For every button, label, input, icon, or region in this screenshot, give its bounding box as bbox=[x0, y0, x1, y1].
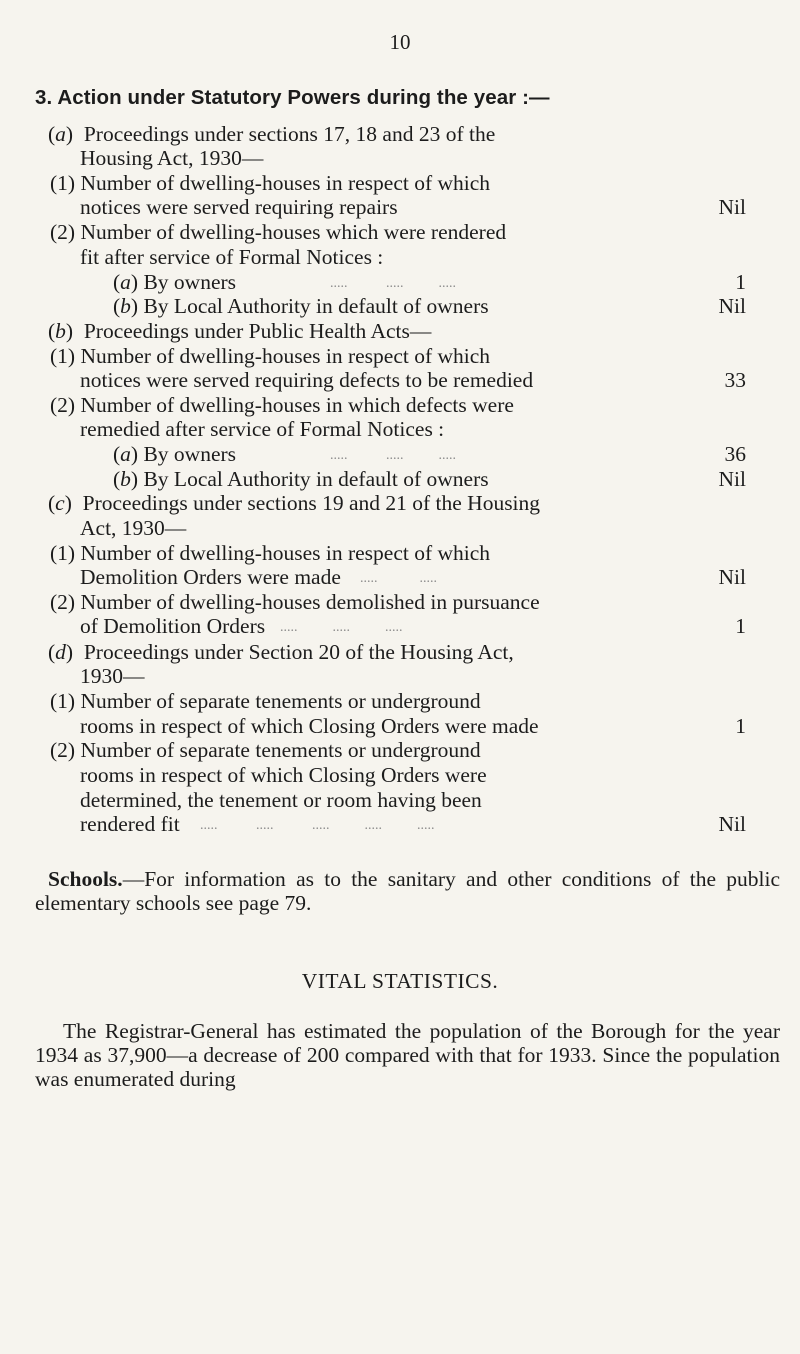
schools-text: —For information as to the sanitary and other conditions of the public elementary schools see page 79. bbox=[35, 867, 780, 915]
b-item1-line2: notices were served requiring defects to be remedied bbox=[80, 368, 534, 392]
a-sub-b-value: Nil bbox=[718, 294, 746, 318]
page-number: 10 bbox=[389, 30, 411, 54]
vital-statistics-paragraph: The Registrar-General has estimated the population of the Borough for the year 1934 as 37,900—a decrease of 200 compared with that for 1933. Since the population was enumerated during bbox=[35, 1019, 780, 1091]
a-sub-b-label: b bbox=[120, 294, 131, 318]
leader-dots: ..... ..... ..... bbox=[330, 276, 456, 291]
b-item2-line1: (2) Number of dwelling-houses in which defects were bbox=[50, 393, 514, 417]
c-item2-value: 1 bbox=[735, 614, 746, 638]
d-item1-line1: (1) Number of separate tenements or underground bbox=[50, 689, 481, 713]
b-item2-line2: remedied after service of Formal Notices : bbox=[80, 417, 445, 441]
b-sub-a-label: a bbox=[120, 442, 131, 466]
b-sub-b-label: b bbox=[120, 467, 131, 491]
schools-paragraph bbox=[35, 867, 780, 915]
c-item1-value: Nil bbox=[718, 565, 746, 589]
b-sub-b: (b) By Local Authority in default of owners bbox=[113, 467, 489, 491]
b-sub-a-text: By owners bbox=[143, 442, 237, 466]
subsection-d-title-line2: 1930— bbox=[80, 664, 145, 688]
d-item2-line2: rooms in respect of which Closing Orders were bbox=[80, 763, 487, 787]
subsection-d-letter: d bbox=[55, 640, 66, 664]
subsection-c-title-line1: Proceedings under sections 19 and 21 of the Housing bbox=[82, 491, 541, 515]
b-sub-a: (a) By owners bbox=[113, 442, 237, 466]
schools-lead: Schools. bbox=[48, 867, 123, 891]
a-sub-b-text: By Local Authority in default of owners bbox=[143, 294, 489, 318]
subsection-b-letter: b bbox=[55, 319, 66, 343]
subsection-a-letter: a bbox=[55, 122, 66, 146]
vital-statistics-heading: VITAL STATISTICS. bbox=[301, 969, 499, 993]
d-item1-line2: rooms in respect of which Closing Orders were made bbox=[80, 714, 539, 738]
subsection-c-title: (c) Proceedings under sections 19 and 21 of the Housing bbox=[48, 491, 541, 515]
a-sub-a-text: By owners bbox=[143, 270, 237, 294]
leader-dots: ..... ..... ..... bbox=[280, 620, 403, 635]
c-item2-line2: of Demolition Orders bbox=[80, 614, 266, 638]
b-sub-a-value: 36 bbox=[724, 442, 746, 466]
c-item1-line2: Demolition Orders were made bbox=[80, 565, 341, 589]
subsection-b-title-line1: Proceedings under Public Health Acts— bbox=[83, 319, 432, 343]
a-item1-value: Nil bbox=[718, 195, 746, 219]
a-sub-a-label: a bbox=[120, 270, 131, 294]
leader-dots: ..... ..... ..... bbox=[330, 448, 456, 463]
subsection-a-title-line1: Proceedings under sections 17, 18 and 23 of the bbox=[83, 122, 496, 146]
a-sub-a: (a) By owners bbox=[113, 270, 237, 294]
d-item1-value: 1 bbox=[735, 714, 746, 738]
subsection-c-title-line2: Act, 1930— bbox=[80, 516, 187, 540]
leader-dots: ..... ..... ..... ..... ..... bbox=[200, 818, 435, 833]
a-item2-line2: fit after service of Formal Notices : bbox=[80, 245, 384, 269]
c-item1-line1: (1) Number of dwelling-houses in respect of which bbox=[50, 541, 491, 565]
section-heading: 3. Action under Statutory Powers during the year :— bbox=[35, 86, 550, 109]
a-item1-line2: notices were served requiring repairs bbox=[80, 195, 398, 219]
c-item2-line1: (2) Number of dwelling-houses demolished in pursuance bbox=[50, 590, 540, 614]
d-item2-line1: (2) Number of separate tenements or underground bbox=[50, 738, 481, 762]
leader-dots: ..... ..... bbox=[360, 571, 437, 586]
b-sub-b-value: Nil bbox=[718, 467, 746, 491]
a-item1-line1: (1) Number of dwelling-houses in respect of which bbox=[50, 171, 491, 195]
d-item2-line4: rendered fit bbox=[80, 812, 180, 836]
d-item2-value: Nil bbox=[718, 812, 746, 836]
subsection-a-title-line2: Housing Act, 1930— bbox=[80, 146, 264, 170]
subsection-d-title: (d) Proceedings under Section 20 of the Housing Act, bbox=[48, 640, 514, 664]
a-sub-a-value: 1 bbox=[735, 270, 746, 294]
b-item1-line1: (1) Number of dwelling-houses in respect of which bbox=[50, 344, 491, 368]
subsection-d-title-line1: Proceedings under Section 20 of the Housing Act, bbox=[83, 640, 514, 664]
subsection-b-title: (b) Proceedings under Public Health Acts— bbox=[48, 319, 432, 343]
b-sub-b-text: By Local Authority in default of owners bbox=[143, 467, 489, 491]
d-item2-line3: determined, the tenement or room having been bbox=[80, 788, 482, 812]
a-sub-b: (b) By Local Authority in default of owners bbox=[113, 294, 489, 318]
a-item2-line1: (2) Number of dwelling-houses which were rendered bbox=[50, 220, 507, 244]
subsection-a-title: (a) Proceedings under sections 17, 18 and 23 of the bbox=[48, 122, 496, 146]
b-item1-value: 33 bbox=[724, 368, 746, 392]
subsection-c-letter: c bbox=[55, 491, 65, 515]
